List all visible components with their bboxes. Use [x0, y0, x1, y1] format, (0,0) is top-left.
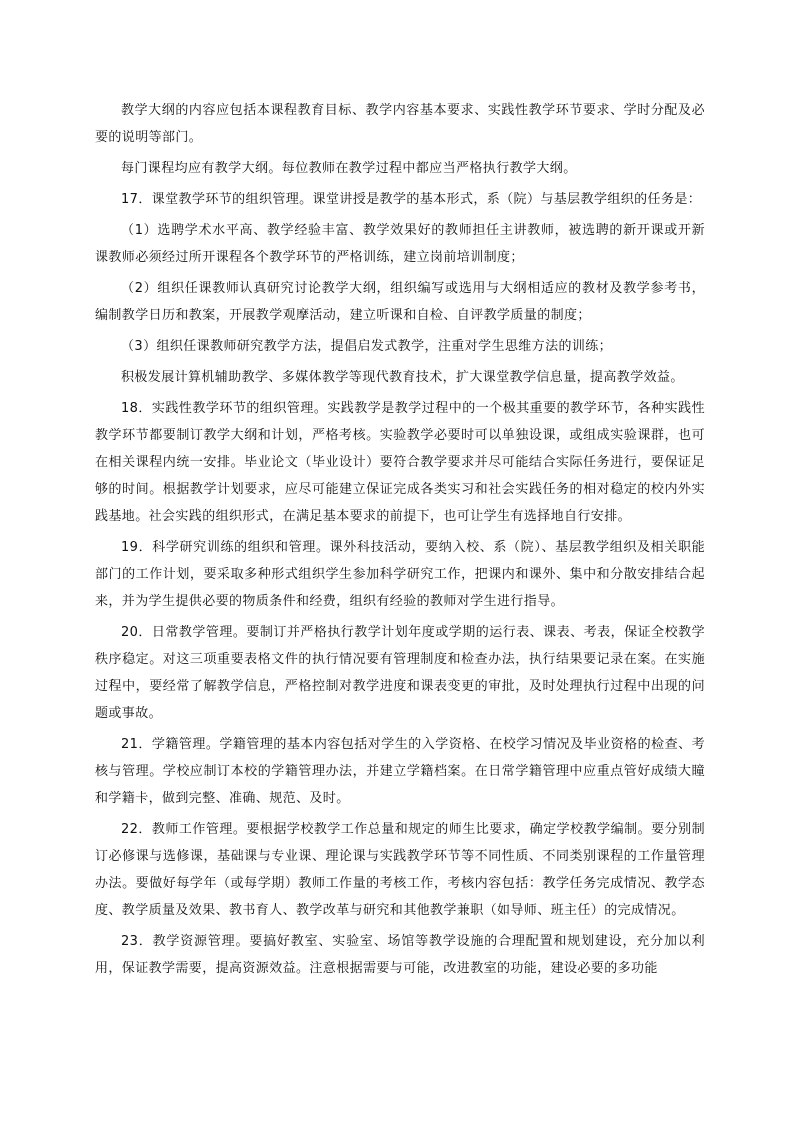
paragraph-section-19: 19．科学研究训练的组织和管理。课外科技活动，要纳入校、系（院）、基层教学组织及相关职能部门的工作计划，要采取多种形式组织学生参加科学研究工作，把课内和课外、集中和分散安排结合起来，并为学生提供必要的物质条件和经费，组织有经验的教师对学生进行指导。 [95, 540, 705, 609]
paragraph-section-18: 18．实践性教学环节的组织管理。实践教学是教学过程中的一个极其重要的教学环节，各种实践性教学环节都要制订教学大纲和计划，严格考核。实验教学必要时可以单独设课，或组成实验课群，也可在相关课程内统一安排。毕业论文（毕业设计）要符合教学要求并尽可能结合实际任务进行，要保证足够的时间。根据教学计划要求，应尽可能建立保证完成各类实习和社会实践任务的相对稳定的校内外实践基地。社会实践的组织形式，在满足基本要求的前提下，也可让学生有选择地自行安排。 [95, 401, 705, 524]
paragraph-section-22: 22．教师工作管理。要根据学校教学工作总量和规定的师生比要求，确定学校教学编制。要分别制订必修课与选修课，基础课与专业课、理论课与实践教学环节等不同性质、不同类别课程的工作量管理办法。要做好每学年（或每学期）教师工作量的考核工作，考核内容包括：教学任务完成情况、教学态度、教学质量及效果、教书育人、教学改革与研究和其他教学兼职（如导师、班主任）的完成情况。 [95, 822, 705, 918]
paragraph-section-17: 17．课堂教学环节的组织管理。课堂讲授是教学的基本形式，系（院）与基层教学组织的任务是： [121, 192, 702, 207]
paragraph-section-20: 20．日常教学管理。要制订并严格执行教学计划年度或学期的运行表、课表、考表，保证全校教学秩序稳定。对这三项重要表格文件的执行情况要有管理制度和检查办法，执行结果要记录在案。在实施过程中，要经常了解教学信息，严格控制对教学进度和课表变更的审批，及时处理执行过程中出现的问题或事故。 [95, 625, 705, 721]
paragraph-syllabus-requirement: 每门课程均应有教学大纲。每位教师在教学过程中都应当严格执行教学大纲。 [121, 161, 577, 176]
paragraph-item-3: （3）组织任课教师研究教学方法，提倡启发式教学，注重对学生思维方法的训练； [121, 339, 613, 354]
document-body [95, 97, 705, 986]
paragraph-syllabus-content: 教学大纲的内容应包括本课程教育目标、教学内容基本要求、实践性教学环节要求、学时分配及必要的说明等部门。 [95, 103, 705, 145]
paragraph-item-2: （2）组织任课教师认真研究讨论教学大纲，组织编写或选用与大纲相适应的教材及教学参考书，编制教学日历和教案，开展教学观摩活动，建立听课和自检、自评教学质量的制度； [95, 281, 705, 323]
paragraph-modern-tech: 积极发展计算机辅助教学、多媒体教学等现代教育技术，扩大课堂教学信息量，提高教学效益。 [121, 370, 684, 385]
paragraph-section-21: 21．学籍管理。学籍管理的基本内容包括对学生的入学资格、在校学习情况及毕业资格的检查、考核与管理。学校应制订本校的学籍管理办法，并建立学籍档案。在日常学籍管理中应重点管好成绩大瞳和学籍卡，做到完整、准确、规范、及时。 [95, 737, 705, 806]
paragraph-item-1: （1）选聘学术水平高、教学经验丰富、教学效果好的教师担任主讲教师，被选聘的新开课或开新课教师必须经过所开课程各个教学环节的严格训练，建立岗前培训制度； [95, 223, 705, 265]
paragraph-section-23: 23．教学资源管理。要搞好教室、实验室、场馆等教学设施的合理配置和规划建设，充分加以利用，保证教学需要，提高资源效益。注意根据需要与可能，改进教室的功能，建设必要的多功能 [95, 934, 705, 976]
